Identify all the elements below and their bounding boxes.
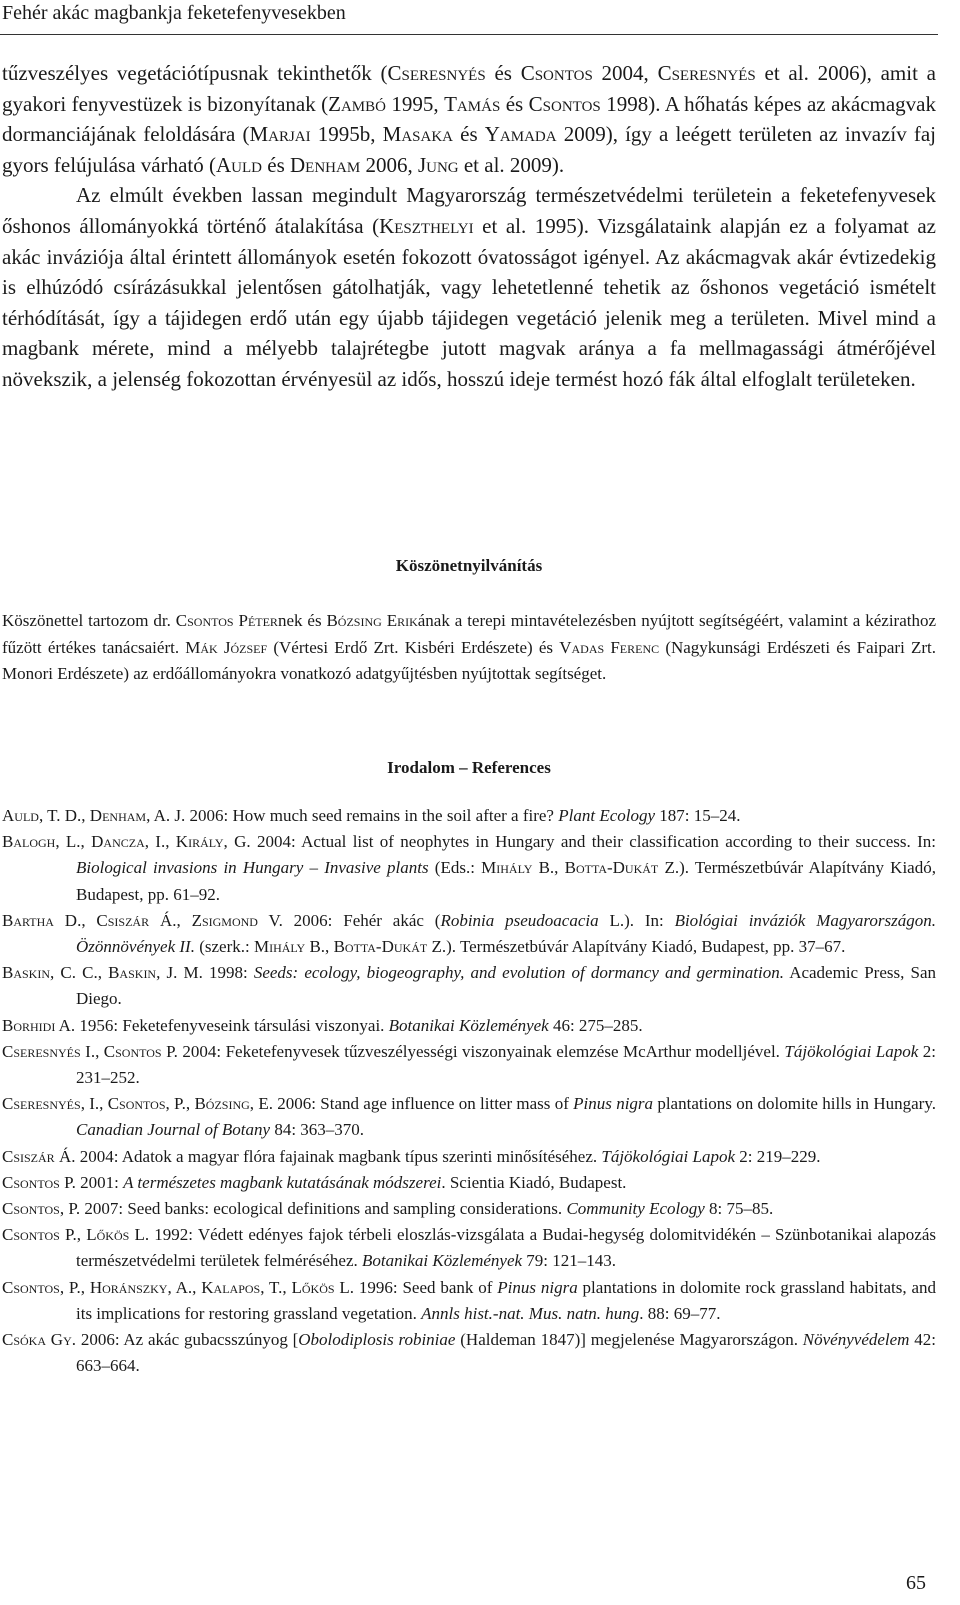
- text-run: B.,: [532, 858, 565, 878]
- author-name: Csontos Péter: [175, 611, 278, 630]
- author-name: Csiszár: [96, 910, 150, 930]
- italic-text: Pinus nigra: [573, 1094, 654, 1114]
- author-name: Zambó: [328, 91, 386, 116]
- italic-text: Tájökológiai Lapok: [601, 1146, 736, 1166]
- body-paragraph: [2, 58, 936, 180]
- reference-entry: [2, 1091, 936, 1143]
- text-run: , P. 2007: Seed banks: ecological definitions and sampling considerations.: [59, 1199, 567, 1219]
- text-run: 187: 15–24.: [655, 806, 741, 825]
- author-name: Denham: [290, 152, 361, 177]
- italic-text: Obolodiplosis robiniae: [298, 1330, 456, 1350]
- reference-entry: [2, 1275, 936, 1327]
- author-name: Dancza: [91, 832, 145, 852]
- author-name: Botta-Dukát: [564, 858, 659, 878]
- author-name: Vadas Ferenc: [559, 637, 660, 657]
- author-name: Bartha: [2, 910, 54, 930]
- author-name: Cseresnyés: [2, 1041, 81, 1061]
- text-run: ának a terepi mintavételezésben nyújtott segítségéért, valamint a kézirathoz fűzött értékes tanácsaiért.: [2, 611, 937, 657]
- author-name: Csóka Gy: [2, 1330, 72, 1350]
- reference-entry: [2, 1144, 936, 1170]
- italic-text: Annls hist.-nat. Mus. natn. hung: [421, 1303, 640, 1323]
- text-run: 2004,: [592, 61, 658, 85]
- text-run: V. 2006: Fehér akác (: [257, 910, 441, 930]
- author-name: Denham: [89, 806, 147, 825]
- text-run: plantations in dolomite rock grassland habitats, and its implications for restoring grassland vegetation.: [76, 1277, 937, 1323]
- acknowledgements-paragraph: [2, 608, 936, 688]
- text-run: 1995b,: [310, 122, 383, 147]
- text-run: D.,: [53, 910, 97, 930]
- text-run: , T.,: [260, 1277, 292, 1297]
- text-run: és: [500, 91, 529, 116]
- italic-text: Növényvédelem: [802, 1330, 910, 1350]
- text-run: (Eds.:: [428, 858, 482, 878]
- text-run: 42: 663–664.: [76, 1330, 936, 1376]
- author-name: Balogh: [2, 832, 56, 852]
- text-run: 46: 275–285.: [548, 1015, 643, 1035]
- author-name: Zsigmond: [191, 910, 258, 930]
- text-run: tűzveszélyes vegetációtípusnak tekinthetők (: [2, 61, 388, 85]
- text-run: , L.,: [55, 832, 92, 852]
- text-run: , P.,: [165, 1094, 195, 1114]
- reference-entry: [2, 1222, 936, 1274]
- italic-text: Community Ecology: [566, 1199, 705, 1219]
- text-run: L.). In:: [598, 910, 675, 930]
- italic-text: Pinus nigra: [497, 1277, 578, 1297]
- text-run: Az elmúlt években lassan megindult Magyarország természetvédelmi területein a feketefenyvesek őshonos állományokká történő átalakítása (: [2, 183, 936, 238]
- text-run: , T. D.,: [38, 806, 90, 825]
- author-name: Lőkös: [291, 1277, 335, 1297]
- reference-entry: [2, 1170, 936, 1196]
- text-run: (szerk.:: [194, 937, 254, 957]
- text-run: 2: 231–252.: [76, 1041, 936, 1088]
- author-name: Csontos: [2, 1225, 60, 1245]
- text-run: Á.,: [149, 910, 192, 930]
- text-run: . 88: 69–77.: [639, 1303, 721, 1323]
- acknowledgements-heading: Köszönetnyilvánítás: [395, 556, 543, 575]
- text-run: L. 1996: Seed bank of: [334, 1277, 498, 1297]
- author-name: Cseresnyés: [2, 1094, 81, 1114]
- author-name: Marjai: [249, 122, 311, 147]
- author-name: Masaka: [382, 122, 453, 147]
- author-name: Mihály: [481, 858, 533, 878]
- body-text: [2, 58, 936, 395]
- text-run: Z.). Természetbúvár Alapítvány Kiadó, Budapest, pp. 37–67.: [427, 937, 846, 957]
- text-run: 1998). A hőhatás képes az akácmagvak dormanciájának feloldására (: [2, 91, 937, 147]
- author-name: Yamada: [484, 122, 557, 147]
- reference-list: [2, 803, 936, 1379]
- text-run: Köszönettel tartozom dr.: [2, 611, 176, 630]
- author-name: Auld: [216, 152, 263, 177]
- text-run: 84: 363–370.: [270, 1120, 365, 1140]
- author-name: Csontos: [107, 1094, 166, 1114]
- text-run: (Haldeman 1847)] megjelenése Magyarországon.: [455, 1330, 803, 1350]
- italic-text: A természetes magbank kutatásának módszerei: [123, 1172, 442, 1192]
- author-name: Bózsing Erik: [326, 611, 418, 630]
- text-run: és: [453, 122, 485, 147]
- text-run: . 2006: Az akác gubacsszúnyog [: [71, 1330, 299, 1350]
- author-name: Király: [175, 832, 224, 852]
- italic-text: Canadian Journal of Botany: [76, 1120, 271, 1140]
- text-run: , I.,: [80, 1094, 108, 1114]
- text-run: L. 1992: Védett edényes fajok térbeli eloszlás-vizsgálata a Budai-hegység dolomitvidékén – Szünbotanikai alapozás természetvédelmi területek felméréséhez.: [76, 1225, 936, 1271]
- author-name: Botta-Dukát: [333, 937, 428, 957]
- text-run: 79: 121–143.: [522, 1251, 617, 1271]
- reference-entry: [2, 1327, 936, 1379]
- reference-entry: [2, 829, 936, 908]
- body-paragraph: [2, 180, 936, 394]
- page-number: 65: [906, 1572, 926, 1594]
- author-name: Borhidi: [2, 1015, 56, 1035]
- author-name: Auld: [2, 806, 39, 825]
- text-run: plantations on dolomite hills in Hungary.: [653, 1094, 936, 1114]
- text-run: , P.,: [59, 1277, 90, 1297]
- reference-entry: [2, 1039, 936, 1091]
- italic-text: Seeds: ecology, biogeography, and evolution of dormancy and germination.: [253, 963, 784, 983]
- author-name: Keszthelyi: [379, 213, 474, 238]
- text-run: 2009), így a leégett területen az invazív faj gyors felújulása várható (: [2, 122, 936, 177]
- text-run: B.,: [305, 937, 334, 957]
- text-run: . Scientia Kiadó, Budapest.: [441, 1172, 627, 1192]
- text-run: , A. J. 2006: How much seed remains in the soil after a fire?: [146, 806, 559, 825]
- author-name: Csontos: [2, 1277, 60, 1297]
- author-name: Csontos: [2, 1172, 60, 1192]
- text-run: , J. M. 1998:: [156, 963, 254, 983]
- italic-text: Biological invasions in Hungary – Invasive plants: [76, 858, 429, 878]
- author-name: Lőkös: [86, 1225, 130, 1245]
- text-run: P. 2004: Feketefenyvesek tűzveszélyességi viszonyainak elemzése McArthur modelljével.: [161, 1041, 785, 1061]
- italic-text: Botanikai Közlemények: [362, 1251, 523, 1271]
- italic-text: Biológiai inváziók Magyarországon. Özönnövények II.: [76, 910, 936, 957]
- text-run: , C. C.,: [50, 963, 109, 983]
- running-head: Fehér akác magbankja feketefenyvesekben: [2, 2, 346, 24]
- author-name: Csontos: [520, 61, 593, 85]
- text-run: A. 1956: Feketefenyveseink társulási viszonyai.: [55, 1015, 389, 1035]
- text-run: Academic Press, San Diego.: [76, 963, 937, 1009]
- italic-text: Robinia pseudoacacia: [440, 910, 599, 930]
- text-run: 8: 75–85.: [704, 1199, 774, 1219]
- italic-text: Plant Ecology: [558, 806, 656, 825]
- text-run: (Vértesi Erdő Zrt. Kisbéri Erdészete) és: [267, 637, 560, 657]
- reference-entry: [2, 1013, 936, 1039]
- italic-text: Botanikai Közlemények: [388, 1015, 549, 1035]
- text-run: nek és: [277, 611, 327, 630]
- author-name: Mák József: [185, 637, 268, 657]
- author-name: Cseresnyés: [387, 61, 486, 85]
- reference-entry: [2, 1196, 936, 1222]
- text-run: et al. 2009).: [458, 152, 565, 177]
- text-run: , A.,: [167, 1277, 202, 1297]
- text-run: Z.). Természetbúvár Alapítvány Kiadó, Budapest, pp. 61–92.: [76, 858, 936, 904]
- author-name: Tamás: [444, 91, 501, 116]
- text-run: , G. 2004: Actual list of neophytes in Hungary and their classification according to their success. In:: [223, 832, 936, 852]
- author-name: Kalapos: [201, 1277, 261, 1297]
- text-run: , E. 2006: Stand age influence on litter mass of: [249, 1094, 574, 1114]
- header-rule: [0, 34, 938, 35]
- text-run: és: [262, 152, 291, 177]
- text-run: I.,: [80, 1041, 104, 1061]
- author-name: Csontos: [103, 1041, 162, 1061]
- italic-text: Tájökológiai Lapok: [784, 1041, 919, 1061]
- text-run: P.,: [59, 1225, 87, 1245]
- text-run: Á. 2004: Adatok a magyar flóra fajainak magbank típus szerinti minősítéséhez.: [54, 1146, 602, 1166]
- reference-entry: [2, 803, 936, 829]
- author-name: Csontos: [2, 1199, 60, 1219]
- text-run: és: [485, 61, 521, 85]
- text-run: et al. 2006), amit a gyakori fenyvestüzek is bizonyítanak (: [2, 61, 936, 116]
- text-run: 2: 219–229.: [735, 1146, 821, 1166]
- author-name: Bózsing: [194, 1094, 250, 1114]
- reference-entry: [2, 960, 936, 1012]
- text-run: et al. 1995). Vizsgálataink alapján ez a folyamat az akác inváziója által érintett állományok esetén fokozott óvatosságot igényel. Az akácmagvak akár évtizedekig is elhúzódó csírázásukkal jelentősen gátolhatják, vagy lehetetlenné tehetik az őshonos vegetáció ismételt térhódítását, így a tájidegen erdő után egy újabb tájidegen vegetáció jelenik meg a területen. Mivel mind a magbank mérete, mind a mélyebb talajrétegbe jutott magvak aránya a fa mellmagassági átmérőjével növekszik, a jelenség fokozottan érvényesül az idős, hosszú ideje termést hozó fák által elfoglalt területeken.: [2, 213, 936, 391]
- references-heading: Irodalom – References: [387, 758, 551, 777]
- author-name: Horánszky: [89, 1277, 168, 1297]
- author-name: Csontos: [528, 91, 601, 116]
- author-name: Cseresnyés: [657, 61, 756, 85]
- author-name: Jung: [417, 152, 459, 177]
- text-run: P. 2001:: [59, 1172, 124, 1192]
- author-name: Mihály: [253, 937, 306, 957]
- text-run: 1995,: [385, 91, 445, 116]
- text-run: (Nagykunsági Erdészeti és Faipari Zrt. Monori Erdészete) az erdőállományokra vonatkozó adatgyűjtésben nyújtottak segítséget.: [2, 637, 936, 683]
- author-name: Baskin: [108, 963, 157, 983]
- text-run: 2006,: [360, 152, 418, 177]
- author-name: Baskin: [2, 963, 51, 983]
- text-run: , I.,: [144, 832, 176, 852]
- reference-entry: [2, 908, 936, 960]
- author-name: Csiszár: [2, 1146, 55, 1166]
